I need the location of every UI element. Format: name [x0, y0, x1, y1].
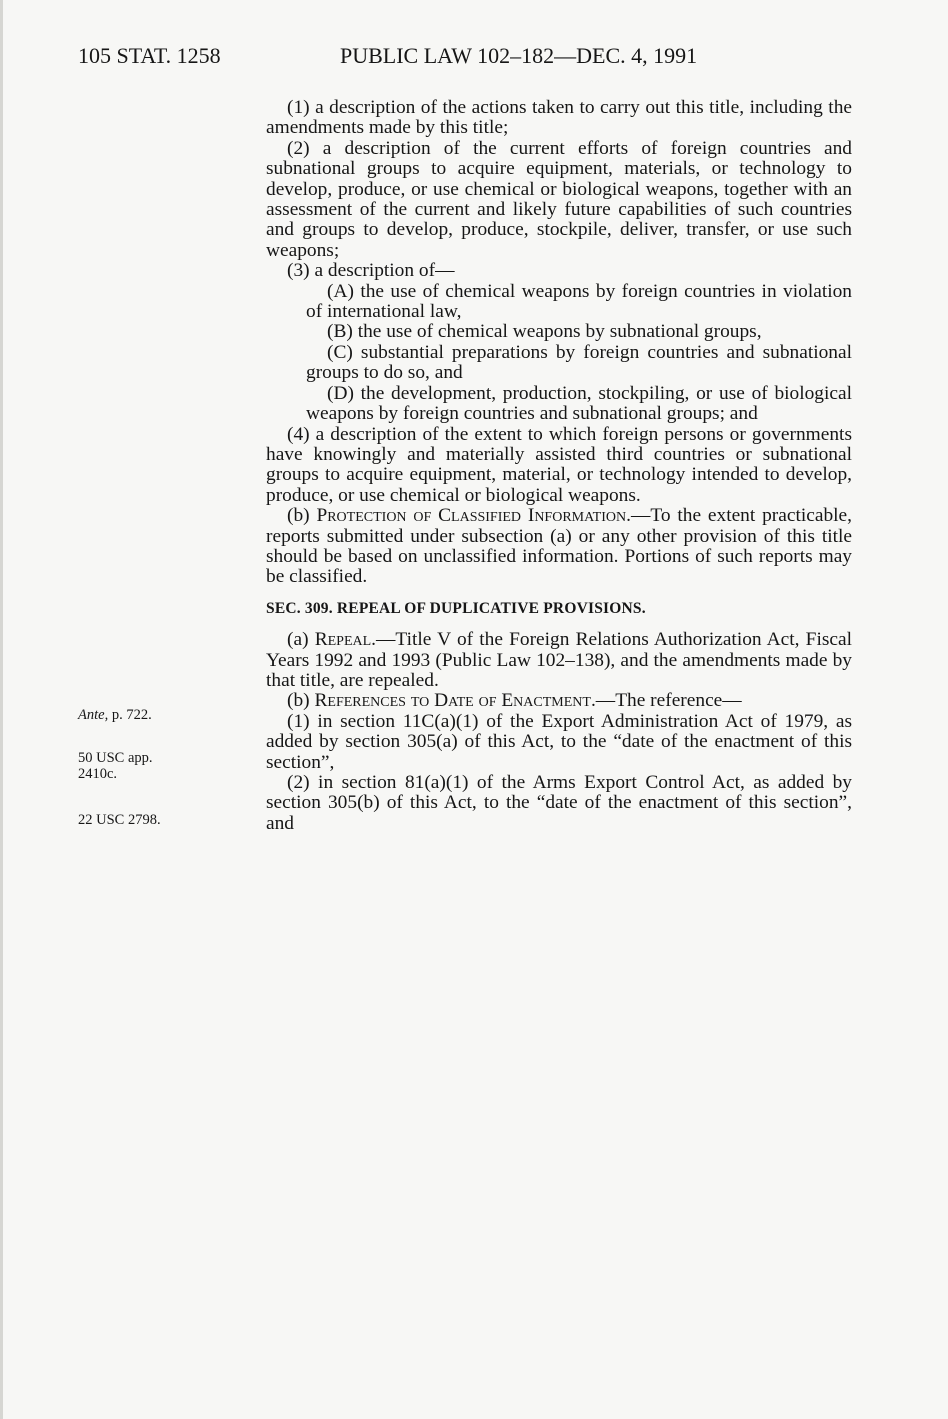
paragraph-a2: (2) a description of the current efforts of foreign countries and subnational groups to acquire equipment, materials, or technology to develop, produce, or use chemical or biological weapons, together with an assessment of the current and likely future capabilities of such countries and groups to develop, produce, stockpile, deliver, transfer, or use such weapons;	[266, 137, 852, 261]
section-309-heading: SEC. 309. REPEAL OF DUPLICATIVE PROVISIONS.	[266, 599, 646, 617]
margin-note-50-usc-line2: 2410c.	[78, 766, 118, 782]
page-edge-rule	[0, 0, 3, 1419]
margin-note-50-usc	[78, 750, 153, 782]
paragraph-a3-C: (C) substantial preparations by foreign countries and subnational groups to do so, and	[306, 341, 852, 384]
sec309-a-heading: Repeal.	[314, 629, 377, 651]
section-309-subsection-a	[245, 630, 852, 691]
subsection-b-protection	[245, 506, 852, 588]
statute-body	[266, 98, 852, 834]
sec309-a-lead: (a)	[287, 629, 315, 651]
sec309-b-text: —The reference—	[595, 690, 742, 712]
subsection-b-lead: (b)	[287, 505, 317, 527]
margin-note-ante-label: Ante,	[78, 707, 109, 723]
paragraph-a3-A: (A) the use of chemical weapons by foreign countries in violation of international law,	[306, 280, 852, 323]
margin-note-ante-page: p. 722.	[108, 707, 152, 723]
sec309-b-heading: References to Date of Enactment.	[314, 690, 596, 712]
sec309-b-lead: (b)	[287, 690, 315, 712]
margin-note-50-usc-line1: 50 USC app.	[78, 750, 153, 766]
statute-page-number: 105 STAT. 1258	[78, 43, 221, 68]
margin-note-ante	[78, 707, 152, 723]
public-law-citation: PUBLIC LAW 102–182—DEC. 4, 1991	[340, 43, 698, 68]
sec309-a-text: —Title V of the Foreign Relations Authorization Act, Fiscal Years 1992 and 1993 (Public Law 102–138), and the amendments made by that title, are repealed.	[266, 629, 852, 691]
section-309-b1: (1) in section 11C(a)(1) of the Export Administration Act of 1979, as added by section 305(a) of this Act, to the “date of the enactment of this section”,	[266, 710, 852, 773]
paragraph-a4: (4) a description of the extent to which foreign persons or governments have knowingly and materially assisted third countries or subnational groups to acquire equipment, material, or technology intended to develop, produce, or use chemical or biological weapons.	[266, 423, 852, 506]
section-309-subsection-b	[245, 691, 852, 711]
margin-note-22-usc: 22 USC 2798.	[78, 812, 161, 828]
paragraph-a3-B: (B) the use of chemical weapons by subnational groups,	[327, 321, 762, 343]
subsection-b-text: —To the extent practicable, reports submitted under subsection (a) or any other provision of this title should be based on unclassified information. Portions of such reports may be classified.	[266, 505, 852, 588]
paragraph-a3-D: (D) the development, production, stockpiling, or use of biological weapons by foreign countries and subnational groups; and	[306, 382, 852, 425]
paragraph-a1: (1) a description of the actions taken to carry out this title, including the amendments made by this title;	[266, 97, 852, 139]
section-309-b2: (2) in section 81(a)(1) of the Arms Export Control Act, as added by section 305(b) of this Act, to the “date of the enactment of this section”, and	[266, 772, 852, 834]
paragraph-a3: (3) a description of—	[287, 260, 455, 282]
subsection-b-heading: Protection of Classified Information.	[316, 505, 631, 527]
